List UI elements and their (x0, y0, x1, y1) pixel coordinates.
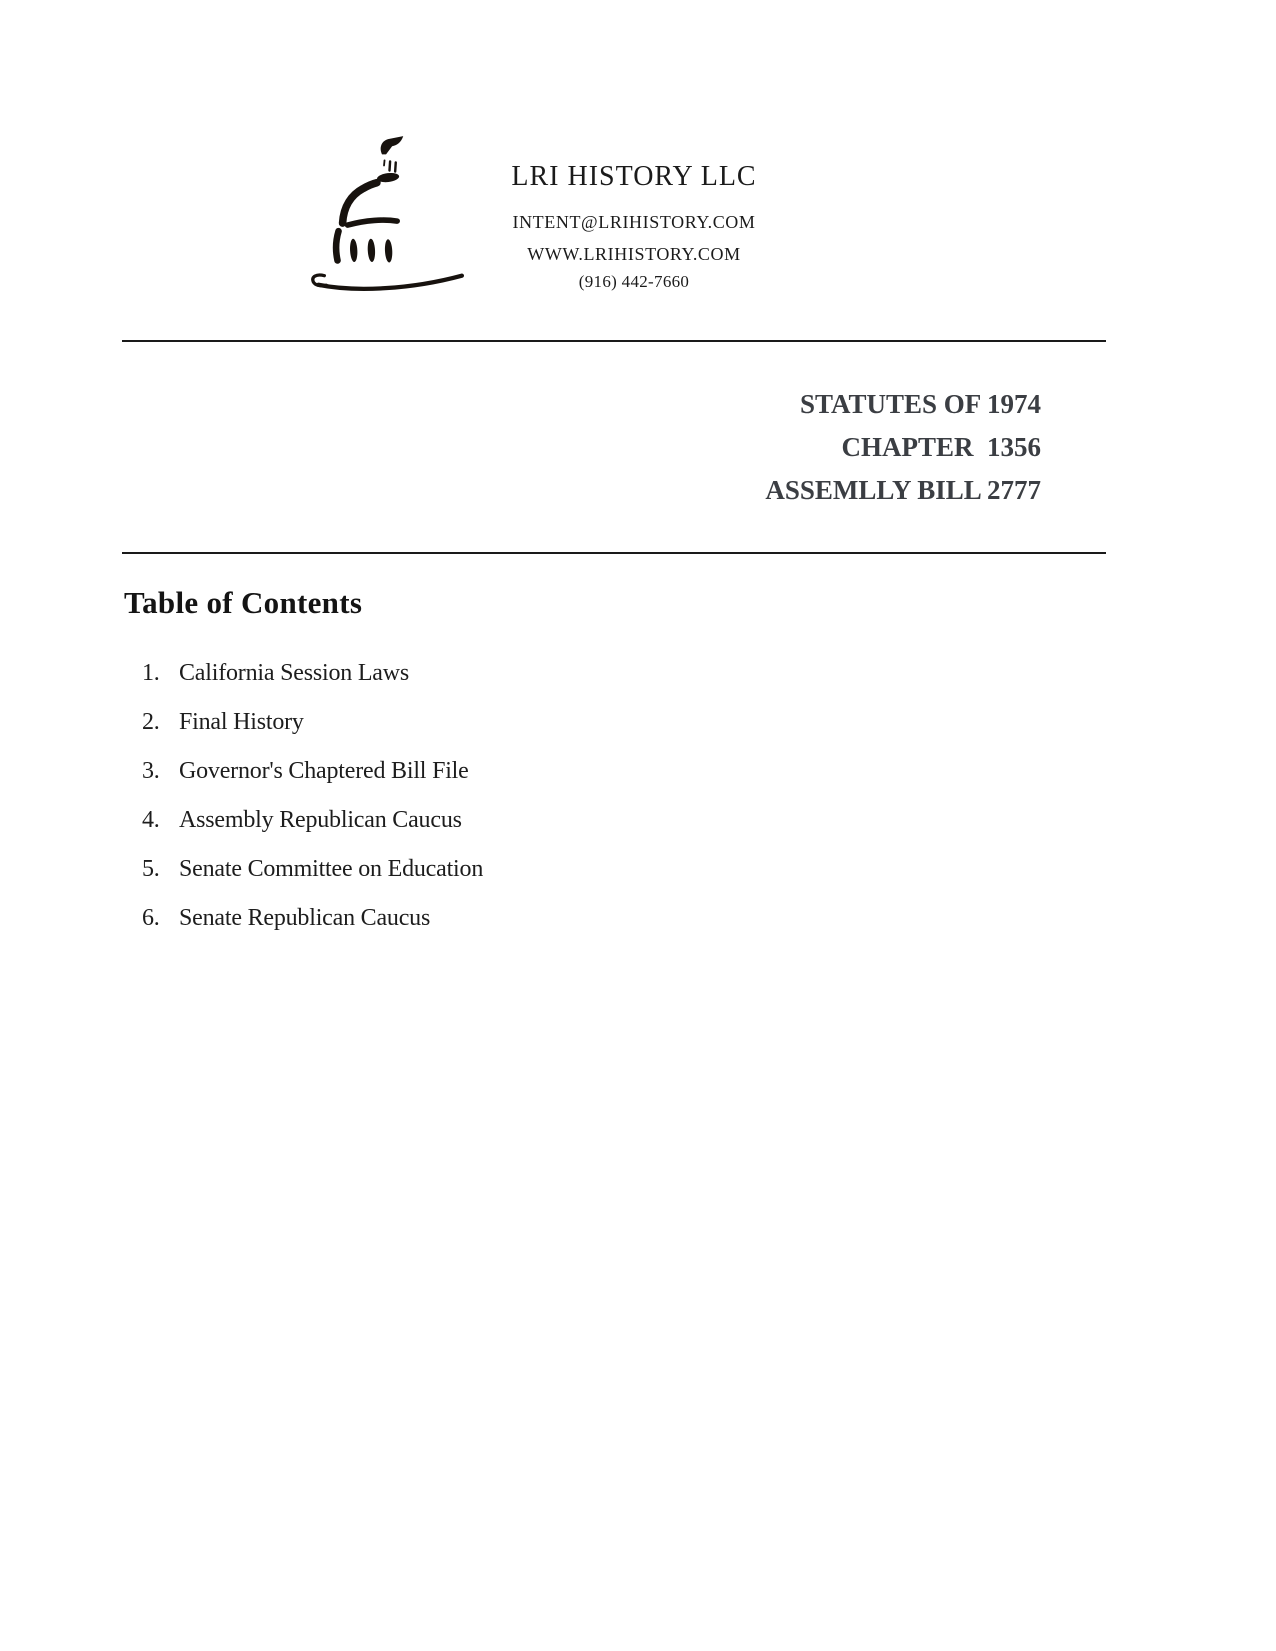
toc-heading: Table of Contents (124, 585, 363, 620)
toc-item-label: Governor's Chaptered Bill File (179, 758, 469, 784)
statutes-divider-rule (122, 552, 1106, 554)
toc-item (142, 649, 483, 698)
toc-item-label: Senate Republican Caucus (179, 905, 431, 931)
company-name: LRI HISTORY LLC (511, 161, 757, 192)
toc-item-label: California Session Laws (179, 660, 410, 686)
toc-item-label: Senate Committee on Education (179, 856, 484, 882)
toc-item-label: Final History (179, 709, 304, 735)
toc-item-number: 6. (142, 905, 160, 931)
toc-item-number: 4. (142, 807, 160, 833)
toc-item (142, 698, 483, 747)
statutes-bill-line: ASSEMLLY BILL 2777 (765, 475, 1041, 505)
toc-item (142, 845, 483, 894)
toc-list (142, 649, 483, 943)
toc-item (142, 747, 483, 796)
company-email: INTENT@LRIHISTORY.COM (512, 212, 756, 232)
company-website: WWW.LRIHISTORY.COM (527, 244, 741, 264)
statutes-chapter-line: CHAPTER 1356 (841, 432, 1041, 462)
header-divider-rule (122, 340, 1106, 342)
toc-item-label: Assembly Republican Caucus (179, 807, 462, 833)
toc-item-number: 3. (142, 758, 160, 784)
statutes-block (765, 383, 1041, 512)
toc-item (142, 894, 483, 943)
toc-item-number: 1. (142, 660, 160, 686)
toc-item (142, 796, 483, 845)
company-phone: (916) 442-7660 (578, 272, 690, 291)
toc-item-number: 2. (142, 709, 160, 735)
toc-item-number: 5. (142, 856, 160, 882)
statutes-year-line: STATUTES OF 1974 (799, 389, 1041, 419)
